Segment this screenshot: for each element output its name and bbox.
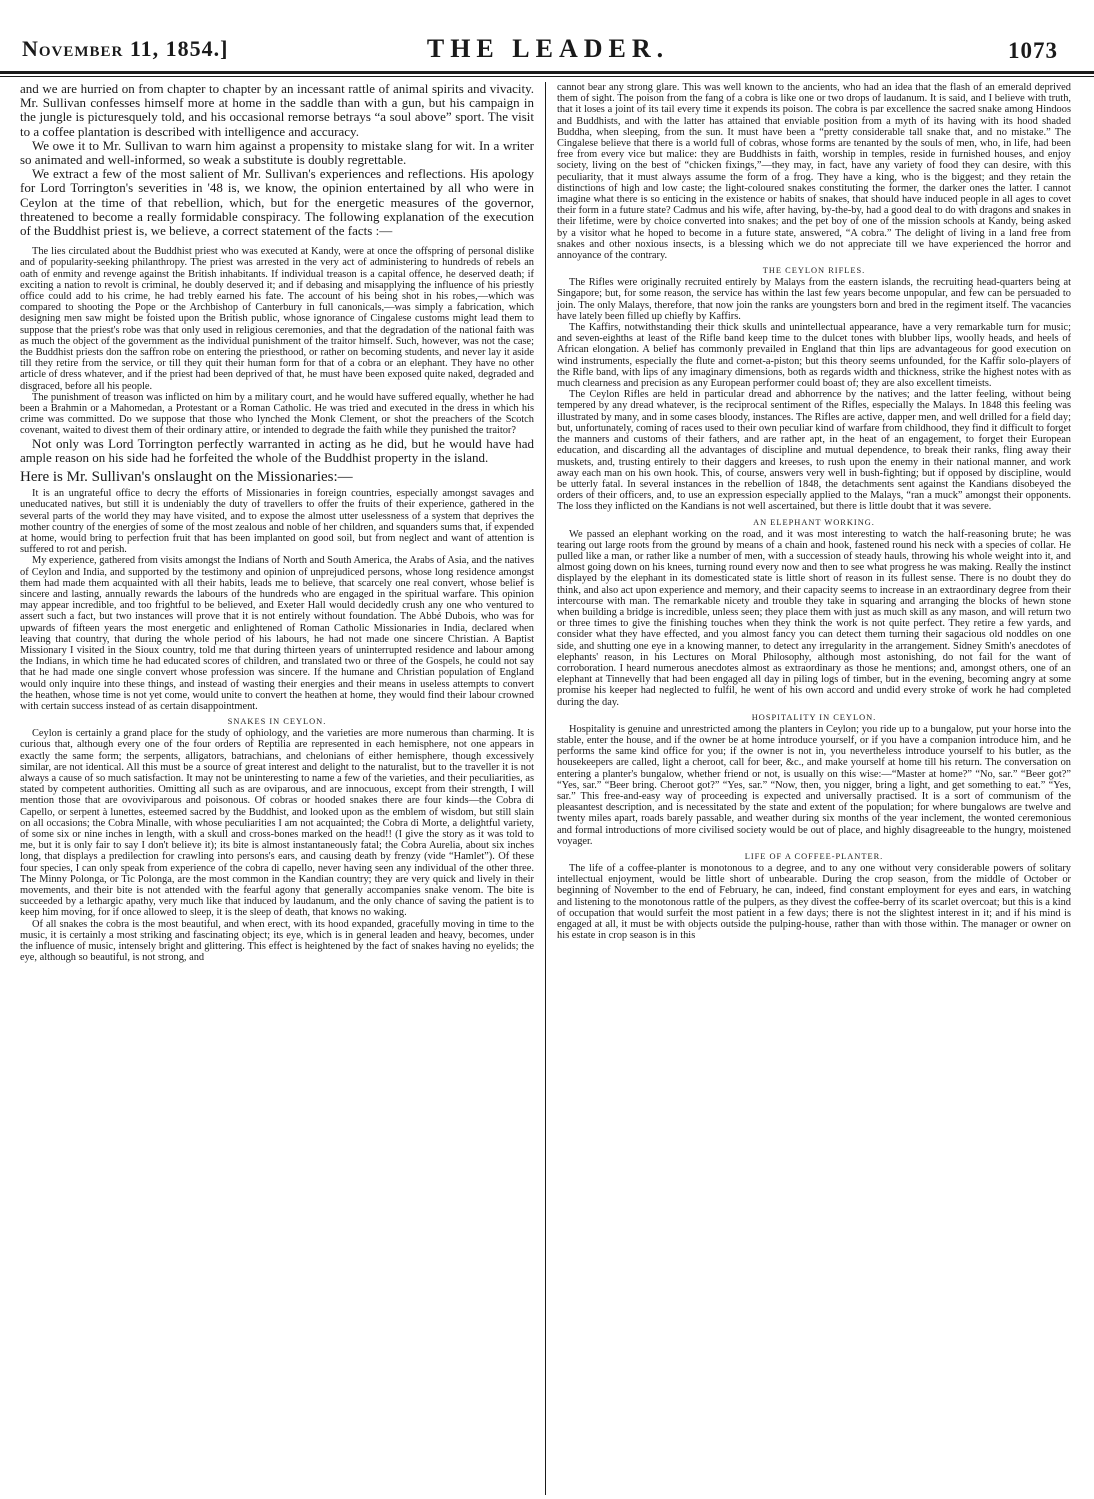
section-heading-elephant: AN ELEPHANT WORKING. [753, 517, 875, 527]
extract-paragraph: The punishment of treason was inflicted on him by a military court, and he would have suffered equally, whether he had been a Brahmin or a Mahomedan, a Protestant or a Roman Catholic. He was tried and executed in the dress in which his crime was committed. Do we suppose that those who lynched the Monk Clement, or shot the preachers of the Scotch covenant, waited to divest them of their ordinary attire, or intended to degrade the faith while they punished the traitor? [20, 391, 534, 437]
review-paragraph: We extract a few of the most salient of Mr. Sullivan's experiences and reflections. His apology for Lord Torrington's severities in '48 is, we know, the opinion entertained by all who were in Ceylon at the time of that rebellion, which, but for the energetic measures of the governor, threatened to become a really formidable conspiracy. The following explanation of the execution of the Buddhist priest is, we believe, a correct statement of the facts :— [20, 166, 534, 239]
extract-paragraph: The life of a coffee-planter is monotonous to a degree, and to any one without very considerable powers of solitary intellectual enjoyment, would be little short of unbearable. During the crop season, from the middle of October or beginning of November to the end of February, he can, indeed, find constant employment for eyes and ears, in watching and listening to the monotonous rattle of the pulpers, as they divest the coffee-berry of its scarlet overcoat; but this is a kind of occupation that would surfeit the most patient in a few days; there is not the slightest interest in it; and if his mind is engaged at all, it must be with objects outside the pulping-house, rather than with those within. The manager or owner on his estate in crop season is in this [557, 863, 1071, 942]
section-heading-rifles: THE CEYLON RIFLES. [762, 266, 866, 276]
page-number: 1073 [1008, 38, 1058, 63]
extract-paragraph: Of all snakes the cobra is the most beautiful, and when erect, with its hood expanded, gracefully moving in time to the music, it is certainly a most striking and fascinating object; its eye, which is in general leaden and heavy, becomes, under the influence of music, intensely bright and glittering. This effect is heightened by the fact of snakes having no eyelids; the eye, although so beautiful, is not strong, and [20, 918, 534, 964]
extract-paragraph: The Kaffirs, notwithstanding their thick skulls and unintellectual appearance, have a very remarkable turn for music; and seven-eighths at least of the Rifle band keep time to the dulcet tones with blubber lips, woolly heads, and heels of African elongation. A belief has commonly prevailed in England that thin lips are advantageous for good execution on wind instruments, especially the flute and cornet-a-piston; but this theory seems unfounded, for the Kaffir solo-players of the Rifle band, with lips of any imaginary dimensions, both as regards width and thickness, strike the highest notes with as much clearness and precision as any European performer could boast of; they are also excellent timeists. [557, 322, 1071, 390]
masthead-rule-thin [0, 76, 1094, 77]
extract-paragraph: Hospitality is genuine and unrestricted among the planters in Ceylon; you ride up to a bungalow, put your horse into the stable, enter the house, and if the owner be at home introduce yourself, or if you have a companion introduce him, and he performs the same kind office for you; if the owner is not in, you nevertheless introduce yourself to his butler, as the housekeepers are called, light a cheroot, call for beer, &c., and make yourself at home till his return. The conversation on entering a planter's bungalow, whether friend or not, is usually on this wise:—“Master at home?” “No, sar.” “Beer got?” “Yes, sar.” “Beer bring. Cheroot got?” “Yes, sar.” “Now, then, you nigger, bring a light, and get something to eat.” “Yes, sar.” This free-and-easy way of proceeding is expected and universally practised. It is a sort of communism of the pleasantest description, and is necessitated by the state and extent of the population; for where bungalows are twelve and twenty miles apart, roads barely passable, and weather during six months of the year inclement, the wonted ceremonious and formal introductions of more civilised society would be out of place, and highly disagreeable to the hungry, moistened voyager. [557, 723, 1071, 847]
extract-paragraph: The Rifles were originally recruited entirely by Malays from the eastern islands, the recruiting head-quarters being at Singapore; but, for some reason, the service has within the last few years become unpopular, and few can be persuaded to join. The only Malays, therefore, that now join the ranks are youngsters born and bred in the regiment itself. The vacancies have lately been filled up chiefly by Kaffirs. [557, 277, 1071, 322]
masthead [20, 0, 1076, 64]
article-columns [20, 82, 1076, 1495]
section-heading-hospitality: HOSPITALITY IN CEYLON. [751, 712, 877, 722]
section-heading-coffee-planter: LIFE OF A COFFEE-PLANTER. [744, 852, 884, 861]
review-paragraph: We owe it to Mr. Sullivan to warn him against a propensity to mistake slang for wit. In a writer so animated and well-informed, so weak a substitute is doubly regrettable. [20, 137, 534, 168]
extract-paragraph: cannot bear any strong glare. This was well known to the ancients, who had an idea that the flash of an emerald deprived them of sight. The poison from the fang of a cobra is like one or two drops of laudanum. It is said, and I believe with truth, that it loses a joint of its tail every time it expends its poison. The cobra is par excellence the sacred snake among Hindoos and Buddhists, and with the latter has attained that enviable position from a myth of its having with its hood shaded Buddha, when sleeping, from the sun. It must have been a “pretty considerable tall snake that, and no mistake.” The Cingalese believe that there is a world full of cobras, whose forms are tenanted by the souls of men, who, in life, had been free from every vice but malice: they are Buddhists in faith, worship in temples, reside in furnished houses, and enjoy society, living on the best of “chicken fixings,”—they may, in fact, have any variety of food they can desire, with this peculiarity, that it must always assume the form of a frog. They have a king, who is the biggest; and they retain the distinctions of high and low caste; the light-coloured snakes constituting the former, the darker ones the latter. I cannot imagine what there is so enticing in the existence or habits of snakes, that should have induced people in all ages to covet their form in a future state? Cadmus and his wife, after having, by-the-by, had a good deal to do with dragons and snakes in their lifetime, were by choice converted into snakes; and the pet boy of one of the mission schools at Kandy, being asked by a visitor what he hoped to become in a future state, answered, “A cobra.” The delight of living in a land free from snakes and other noxious insects, is a blessing which we do not appreciate till we have experienced the horror and annoyance of the contrary. [557, 82, 1071, 262]
left-column [20, 82, 542, 1494]
extract-paragraph: We passed an elephant working on the road, and it was most interesting to watch the half-reasoning brute; he was tearing out large roots from the ground by means of a chain and hook, fastened round his neck with a species of collar. He pulled like a man, or rather like a number of men, with a succession of steady hauls, throwing his whole weight into it, and almost going down on his knees, turning round every now and then to see what progress he was making. Really the instinct displayed by the elephant in its domesticated state is little short of reason in its fullest sense. There is no doubt they do think, and also act upon experience and memory, and their capacity seems to increase in an extraordinary degree from their intercourse with man. The remarkable nicety and trouble they take in squaring and arranging the blocks of hewn stone when building a bridge is incredible, unless seen; they place them with just as much skill as any mason, and will return two or three times to give the finishing touches when they think the work is not quite perfect. They retire a few yards, and consider what they have effected, and you almost fancy you can detect them turning their sagacious old noddles on one side, and shutting one eye in a knowing manner, to detect any irregularity in the arrangement. Sidney Smith's anecdotes of elephants' reason, in his Lectures on Moral Philosophy, although most astonishing, do not fail for the want of corroboration. I heard numerous anecdotes almost as extraordinary as those he mentions; and, amongst others, one of an elephant at Tinnevelly that had been engaged all day in piling logs of timber, but in the evening, becoming angry at some promise his keeper had neglected to fulfil, he went of his own accord and undid every stroke of work he had completed during the day. [557, 528, 1071, 708]
extract-paragraph: Ceylon is certainly a grand place for the study of ophiology, and the varieties are more numerous than charming. It is curious that, although every one of the four orders of Reptilia are represented in each hemisphere, not one appears in exactly the same form; the serpents, alligators, batrachians, and chelonians of either hemisphere, though excessively similar, are not identical. All this must be a source of great interest and delight to the naturalist, but to the traveller it is not always a cause of so much satisfaction. It may not be uninteresting to name a few of the varieties, and their peculiarities, as stated by competent authorities. Omitting all such as are oviparous, and are innocuous, except from their strength, I will mention those that are ovoviviparous and poisonous. Of cobras or hooded snakes there are four kinds—the Cobra di Capello, or serpent à lunettes, esteemed sacred by the Buddhist, and looked upon as the emblem of wisdom, but still slain on all occasions; the Cobra Minalle, with whose peculiarities I am not acquainted; the Cobra di Morte, a delightful variety, of some six or nine inches in length, with a skull and cross-bones marked on the head!! (I give the story as it was told to me, but it is only fair to say I don't believe it); its bite is almost instantaneously fatal; the Cobra Aurelia, about six inches long, that displays a predilection for crawling into persons's ears, and causing death by frenzy (vide “Hamlet”). Of these four species, I can only speak from experience of the cobra di capello, never having seen any individual of the other three. The Minny Polonga, or Tic Polonga, are the most common in the Kandian country; they are very quick and lively in their movements, and their bite is not attended with the fearful agony that generally accompanies snake venom. The bite is succeeded by a lethargic apathy, very much like that induced by laudanum, and the only chance of saving the patient is to keep him moving, for if once allowed to sleep, it is the sleep of death, that knows no waking. [20, 728, 534, 919]
section-heading-snakes: SNAKES IN CEYLON. [227, 717, 327, 727]
review-paragraph: and we are hurried on from chapter to chapter by an incessant rattle of animal spirits and vivacity. Mr. Sullivan confesses himself more at home in the saddle than with a gun, but his campaign in the jungle is picturesquely told, and his occasional remorse betrays “a soul above” sport. The visit to a coffee plantation is described with intelligence and accuracy. [20, 82, 534, 139]
issue-date: November 11, 1854.] [22, 36, 229, 61]
newspaper-title: THE LEADER. [426, 34, 670, 63]
right-column [549, 82, 1071, 1494]
review-paragraph: Not only was Lord Torrington perfectly warranted in acting as he did, but he would have had ample reason on his side had he forfeited the whole of the Buddhist property in the island. [20, 435, 534, 465]
extract-paragraph: It is an ungrateful office to decry the efforts of Missionaries in foreign countries, especially amongst savages and uneducated natives, but still it is undeniably the duty of travellers to offer the fruits of their experience, gathered in the several parts of the world they may have visited, and to expose the almost utter uselessness of a system that deprives the mother country of the energies of some of the most zealous and noble of her children, and squanders sums that, if expended at home, would bring to perfection fruit that has been implanted on good soil, but from neglect and want of attention is suffered to rot and perish. [20, 488, 534, 556]
extract-paragraph: The lies circulated about the Buddhist priest who was executed at Kandy, were at once the offspring of personal dislike and of popularity-seeking philanthropy. The priest was arrested in the very act of administering to hundreds of rebels an oath of enmity and revenge against the British inhabitants. If individual treason is a capital offence, he deserved death; if exciting a nation to revolt is criminal, he doubly deserved it; and if debasing and misapplying the influence of his priestly office could add to his crime, he had trebly earned his fate. The account of his being shot in his robes,—which was compared to shooting the Pope or the Archbishop of Canterbury in full canonicals,—was simply a fabrication, which designing men saw might be foisted upon the British public, whose ignorance of Cingalese customs might lead them to suppose that the priest's robe was that only used in religious ceremonies, and that the degradation of the national faith was as much the object of the government as the individual punishment of the traitor himself. Such, however, was not the case; the Buddhist priests don the saffron robe on entering the priesthood, or rather on becoming students, and never lay it aside till they retire from the service, or till they quit their human form for that of a cobra or an elephant. They have no other article of dress whatever, and if the priest had been deprived of that, he must have been exposed quite naked, degraded and disgraced, before all his people. [20, 246, 534, 392]
masthead-rule-thick [0, 71, 1094, 74]
extract-paragraph: My experience, gathered from visits amongst the Indians of North and South America, the Arabs of Asia, and the natives of Ceylon and India, and supported by the testimony and opinion of unprejudiced persons, whose long residence amongst them had made them acquainted with all their habits, leads me to believe, that scarcely one real convert, whose belief is sincere and lasting, annually rewards the labours of the hundreds who are engaged in the spiritual warfare. This opinion may appear incredible, and too frightful to be believed, and Exeter Hall would decidedly crush any one who ventured to assert such a fact, but two instances will prove that it is not entirely without foundation. The Abbé Dubois, who was for upwards of fifteen years the most energetic and enlightened of Roman Catholic Missionaries in India, declared when leaving that country, that during the whole period of his labours, he had not made one sincere Christian. A Baptist Missionary I visited in the Sioux country, told me that during thirteen years of uninterrupted residence and labour among the Indians, in which time he had educated scores of children, and translated two or three of the Gospels, he could not say that he had made one single convert whose profession was sincere. If the humane and Christian population of England would only inquire into these things, and instead of wasting their energies and their means in useless attempts to convert the heathen, whose time is not yet come, would unite to convert the heathen at home, they would find their labour crowned with certain success instead of as certain disappointment. [20, 555, 534, 712]
extract-paragraph: The Ceylon Rifles are held in particular dread and abhorrence by the natives; and the latter feeling, without being tempered by any dread whatever, is the reciprocal sentiment of the Rifles, especially the Malays. In 1848 this feeling was illustrated by many, and in some cases bloody, instances. The Rifles are active, dapper men, and well drilled for a field day; but, unfortunately, coming of races used to their own peculiar kind of warfare from childhood, they find it difficult to forget the manners and customs of their fathers, and are rather apt, in the heat of an engagement, to forget their European education, and discarding all the advantages of discipline and mutual dependence, to break their ranks, fling away their muskets, and, trusting entirely to their daggers and kreeses, to rush upon the enemy in their national manner, and work away each man on his own hook. This, of course, answers very well in bush-fighting; but if opposed by discipline, would be utterly fatal. In several instances in the rebellion of 1848, the detachments sent against the Kandians disobeyed the orders of their officers, and, to use an expression especially applied to the Malays, “ran a muck” amongst their opponents. The loss they inflicted on the Kandians is not well ascertained, but there is little doubt that it was severe. [557, 389, 1071, 513]
missionaries-intro: Here is Mr. Sullivan's onslaught on the Missionaries:— [20, 469, 353, 486]
column-divider [545, 82, 546, 1495]
